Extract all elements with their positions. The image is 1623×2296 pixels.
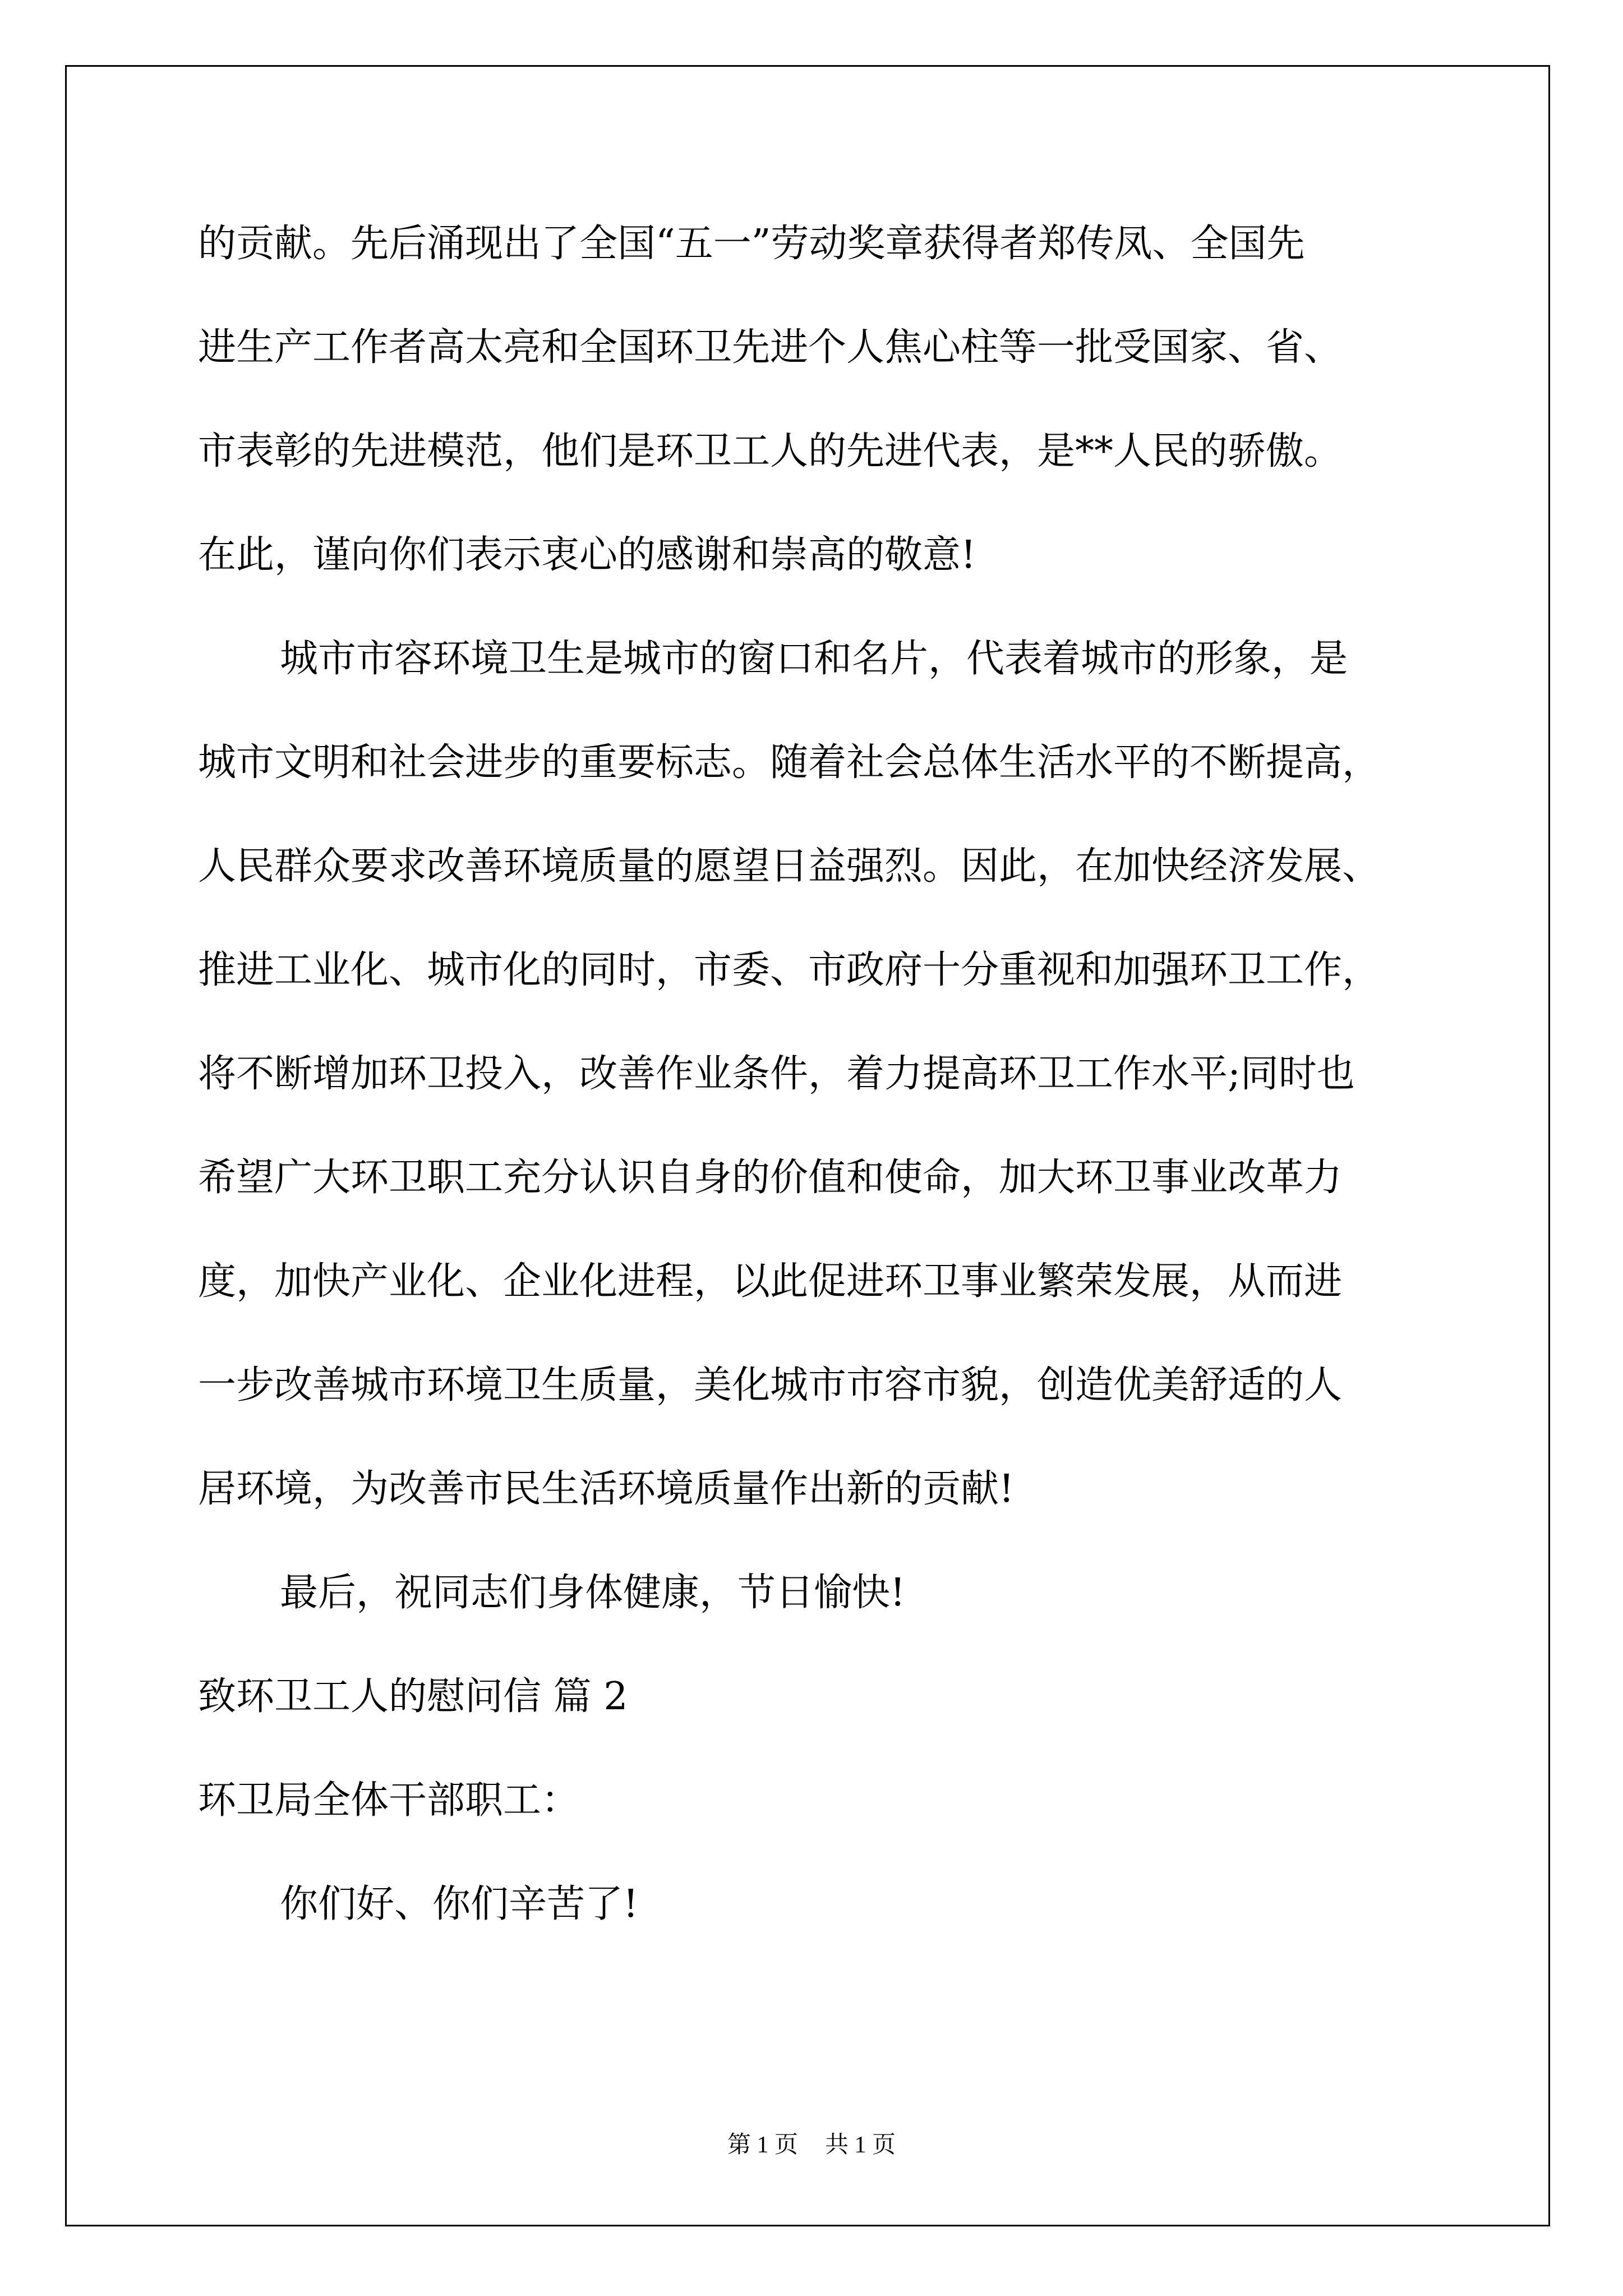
section-heading: 致环卫工人的慰问信 篇 2 bbox=[198, 1674, 628, 1719]
paragraph-start-line: 你们好、你们辛苦了! bbox=[280, 1882, 639, 1926]
text-line: 在此，谨向你们表示衷心的感谢和崇高的敬意! bbox=[198, 533, 976, 577]
page-total: 共 1 页 bbox=[825, 2132, 896, 2158]
page-number: 第 1 页 bbox=[727, 2132, 798, 2158]
text-line: 将不断增加环卫投入，改善作业条件，着力提高环卫工作水平;同时也 bbox=[198, 1052, 1355, 1096]
text-line: 度，加快产业化、企业化进程，以此促进环卫事业繁荣发展，从而进 bbox=[198, 1259, 1343, 1304]
page-footer bbox=[0, 2128, 1623, 2162]
text-line: 希望广大环卫职工充分认识自身的价值和使命，加大环卫事业改革力 bbox=[198, 1156, 1343, 1200]
text-line: 进生产工作者高太亮和全国环卫先进个人焦心柱等一批受国家、省、 bbox=[198, 325, 1343, 370]
text-line: 市表彰的先进模范，他们是环卫工人的先进代表，是**人民的骄傲。 bbox=[198, 429, 1343, 473]
text-line: 城市文明和社会进步的重要标志。随着社会总体生活水平的不断提高， bbox=[198, 740, 1381, 785]
paragraph-start-line: 城市市容环境卫生是城市的窗口和名片，代表着城市的形象，是 bbox=[280, 637, 1348, 681]
text-line: 推进工业化、城市化的同时，市委、市政府十分重视和加强环卫工作， bbox=[198, 948, 1381, 992]
text-line: 人民群众要求改善环境质量的愿望日益强烈。因此，在加快经济发展、 bbox=[198, 844, 1381, 889]
text-line: 一步改善城市环境卫生质量，美化城市市容市貌，创造优美舒适的人 bbox=[198, 1363, 1343, 1407]
paragraph-start-line: 最后，祝同志们身体健康，节日愉快! bbox=[280, 1571, 906, 1615]
text-line: 的贡献。先后涌现出了全国“五一”劳动奖章获得者郑传凤、全国先 bbox=[198, 222, 1305, 266]
text-line: 居环境，为改善市民生活环境质量作出新的贡献! bbox=[198, 1467, 1015, 1511]
salutation: 环卫局全体干部职工： bbox=[198, 1778, 580, 1823]
